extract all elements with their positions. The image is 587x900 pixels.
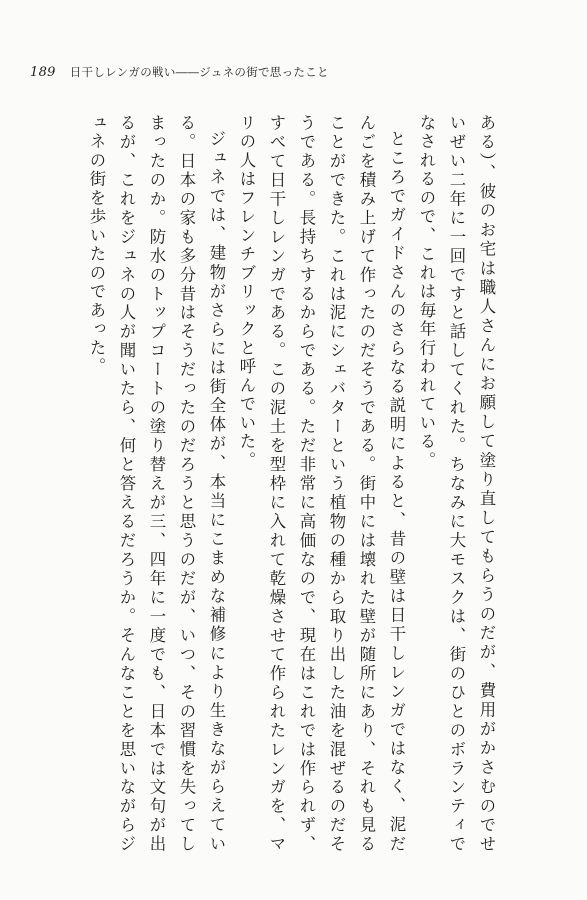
running-header <box>30 64 329 80</box>
running-title: 日干しレンガの戦い――ジュネの街で思ったこと <box>69 65 329 79</box>
paragraph: ある）、彼のお宅は職人さんにお願して塗り直してもらうのだが、費用がかさむのでせいぜい二年に一回ですと話してくれた。ちなみに大モスクは、街のひとのボランティでなされるので、これは毎年行われている。 <box>417 114 496 854</box>
body-text <box>81 114 501 854</box>
page-number: 189 <box>30 65 56 80</box>
paragraph: ところでガイドさんのさらなる説明によると、昔の壁は日干しレンガではなく、泥だんごを積み上げて作ったのだそうである。街中には壊れた壁が随所にあり、それも見ることができた。これは泥にシェバターという植物の種から取り出した油を混ぜるのだそうである。長持ちするからである。ただ非常に高価なので、現在はこれでは作られず、すべて日干しレンガである。この泥土を型枠に入れて乾燥させて作られたレンガを、マリの人はフレンチブリックと呼んでいた。 <box>237 114 406 854</box>
paragraph: ジュネでは、建物がさらには街全体が、本当にこまめな補修により生きながらえている。日本の家も多分昔はそうだったのだろうと思うのだが、いつ、その習慣を失ってしまったのか。防水のトップコートの塗り替えが三、四年に一度でも、日本では文句が出るが、これをジュネの人が聞いたら、何と答えるだろうか。そんなことを思いながらジュネの街を歩いたのであった。 <box>87 114 226 854</box>
